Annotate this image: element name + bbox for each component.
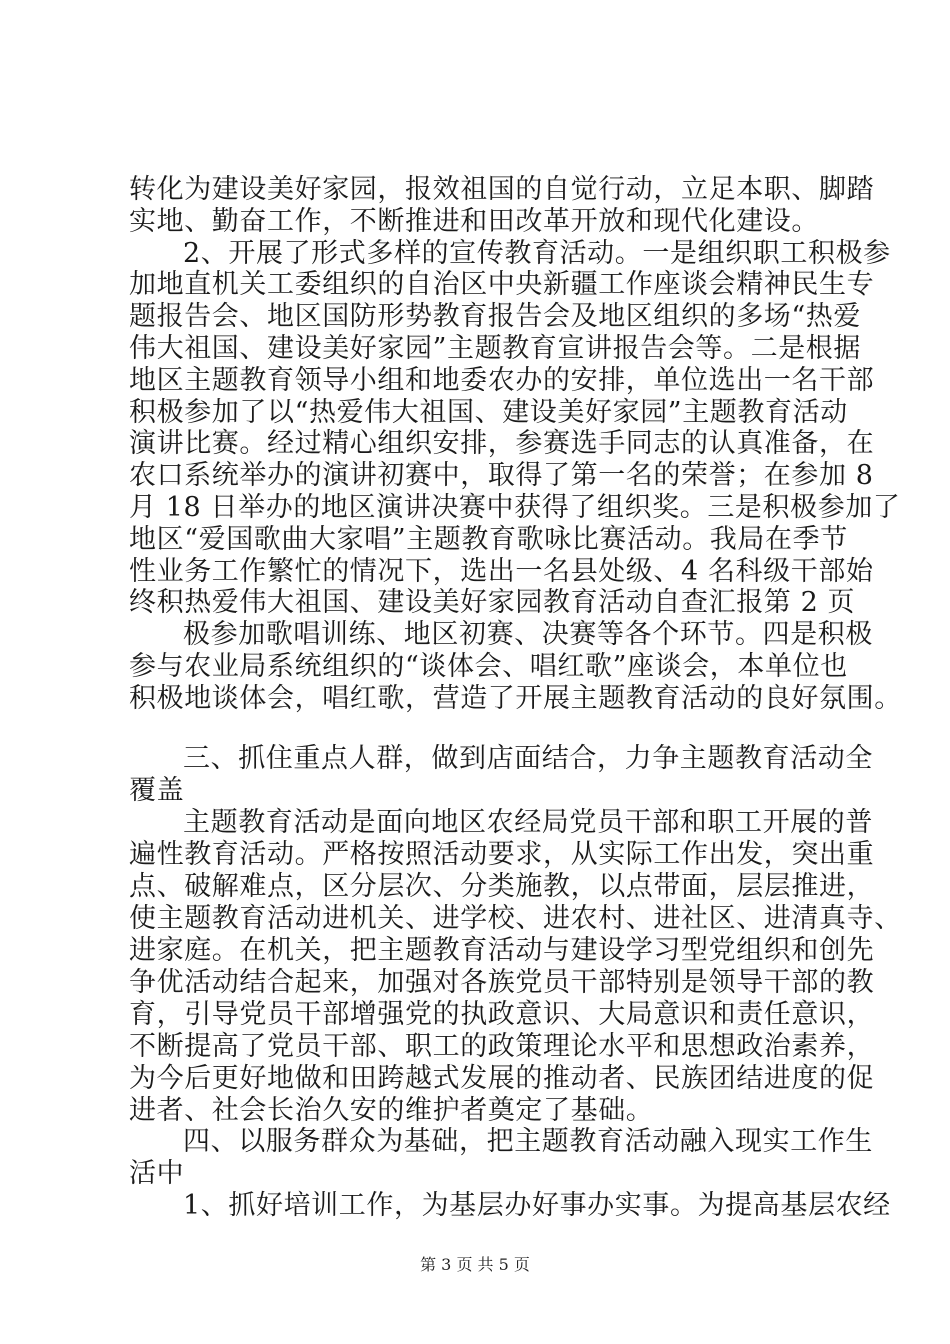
- body-text-line: 为今后更好地做和田跨越式发展的推动者、民族团结进度的促: [129, 1063, 875, 1094]
- body-text-line: 积极地谈体会，唱红歌，营造了开展主题教育活动的良好氛围。: [129, 683, 902, 714]
- body-text-line: 积极参加了以“热爱伟大祖国、建设美好家园”主题教育活动: [129, 397, 848, 428]
- body-text-line: 极参加歌唱训练、地区初赛、决赛等各个环节。四是积极: [183, 619, 873, 650]
- body-text-line: 实地、勤奋工作，不断推进和田改革开放和现代化建设。: [129, 206, 819, 237]
- body-text-line: 农口系统举办的演讲初赛中，取得了第一名的荣誉；在参加 8: [129, 460, 874, 491]
- body-text-line: 育，引导党员干部增强党的执政意识、大局意识和责任意识，: [129, 999, 875, 1030]
- section-heading-line: 四、以服务群众为基础，把主题教育活动融入现实工作生: [183, 1126, 873, 1157]
- section-heading-line: 三、抓住重点人群，做到店面结合，力争主题教育活动全: [183, 743, 873, 774]
- body-text-line: 进者、社会长治久安的维护者奠定了基础。: [129, 1095, 654, 1126]
- page-number-footer: 第 3 页 共 5 页: [420, 1255, 530, 1274]
- body-text-line: 转化为建设美好家园，报效祖国的自觉行动，立足本职、脚踏: [129, 174, 875, 205]
- body-text-line: 争优活动结合起来，加强对各族党员干部特别是领导干部的教: [129, 967, 875, 998]
- body-text-line: 使主题教育活动进机关、进学校、进农村、进社区、进清真寺、: [129, 903, 902, 934]
- body-text-line: 1、抓好培训工作，为基层办好事办实事。为提高基层农经: [183, 1190, 891, 1221]
- section-heading-line: 覆盖: [129, 775, 185, 806]
- body-text-line: 月 18 日举办的地区演讲决赛中获得了组织奖。三是积极参加了: [129, 492, 901, 523]
- body-text-line: 2、开展了形式多样的宣传教育活动。一是组织职工积极参: [183, 238, 891, 269]
- body-text-line: 不断提高了党员干部、职工的政策理论水平和思想政治素养，: [129, 1031, 875, 1062]
- body-text-line: 加地直机关工委组织的自治区中央新疆工作座谈会精神民生专: [129, 269, 875, 300]
- body-text-line: 性业务工作繁忙的情况下，选出一名县处级、4 名科级干部始: [129, 556, 874, 587]
- section-heading-line: 活中: [129, 1158, 185, 1189]
- body-text-line: 地区主题教育领导小组和地委农办的安排，单位选出一名干部: [129, 365, 875, 396]
- body-text-line: 伟大祖国、建设美好家园”主题教育宣讲报告会等。二是根据: [129, 333, 862, 364]
- body-text-line: 进家庭。在机关，把主题教育活动与建设学习型党组织和创先: [129, 935, 875, 966]
- body-text-line: 演讲比赛。经过精心组织安排，参赛选手同志的认真准备，在: [129, 428, 875, 459]
- body-text-line: 终积热爱伟大祖国、建设美好家园教育活动自查汇报第 2 页: [129, 587, 856, 618]
- body-text-line: 地区“爱国歌曲大家唱”主题教育歌咏比赛活动。我局在季节: [129, 524, 848, 555]
- body-text-line: 遍性教育活动。严格按照活动要求，从实际工作出发，突出重: [129, 839, 875, 870]
- body-text-line: 参与农业局系统组织的“谈体会、唱红歌”座谈会，本单位也: [129, 651, 848, 682]
- body-text-line: 题报告会、地区国防形势教育报告会及地区组织的多场“热爱: [129, 301, 862, 332]
- body-text-line: 主题教育活动是面向地区农经局党员干部和职工开展的普: [183, 807, 873, 838]
- body-text-line: 点、破解难点，区分层次、分类施教，以点带面，层层推进，: [129, 871, 875, 902]
